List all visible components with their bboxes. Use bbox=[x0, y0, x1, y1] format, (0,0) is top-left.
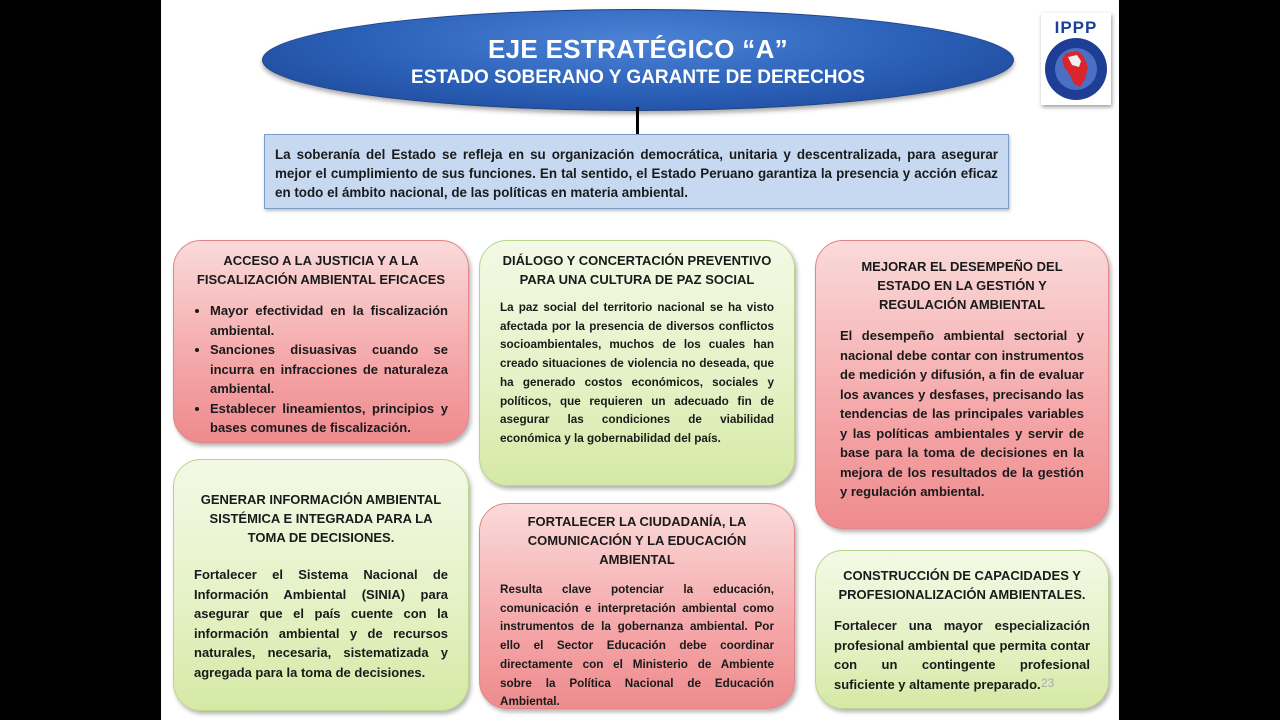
card-justicia-title: ACCESO A LA JUSTICIA Y A LA FISCALIZACIÓN AMBIENTAL EFICACES bbox=[196, 253, 446, 287]
card-desempeno-title: MEJORAR EL DESEMPEÑO DEL ESTADO EN LA GESTIÓN Y REGULACIÓN AMBIENTAL bbox=[861, 259, 1063, 312]
card-ciudadania-body: Resulta clave potenciar la educación, comunicación e interpretación ambiental como instrumentos de la gobernanza ambiental. Por ello el Sector Educación debe coordinar directamente con el Ministerio de Ambiente sobre la Política Nacional de Educación Ambiental. bbox=[500, 583, 774, 709]
card-capacidades-title: CONSTRUCCIÓN DE CAPACIDADES Y PROFESIONALIZACIÓN AMBIENTALES. bbox=[838, 568, 1086, 602]
connector-line bbox=[636, 107, 639, 134]
card-desempeno bbox=[815, 240, 1109, 529]
card-informacion-title: GENERAR INFORMACIÓN AMBIENTAL SISTÉMICA E INTEGRADA PARA LA TOMA DE DECISIONES. bbox=[200, 492, 442, 545]
card-dialogo-body: La paz social del territorio nacional se ha visto afectada por la presencia de diversos conflictos socioambientales, muchos de los cuales han creado situaciones de violencia no deseada, que ha generado costos económicos, sociales y políticos, que requieren un adecuado fin de asegurar las condiciones de viabilidad económica y la gobernabilidad del país. bbox=[500, 301, 774, 445]
card-dialogo-title: DIÁLOGO Y CONCERTACIÓN PREVENTIVO PARA UNA CULTURA DE PAZ SOCIAL bbox=[502, 253, 772, 287]
card-justicia-bullets bbox=[194, 301, 448, 438]
card-ciudadania bbox=[479, 503, 795, 709]
card-desempeno-body: El desempeño ambiental sectorial y nacional debe contar con instrumentos de medición y difusión, a fin de evaluar los avances y desfases, precisando las tendencias de las principales variables y las políticas ambientales y servir de base para la toma de decisiones en la mejora de los resultados de la gestión y regulación ambiental. bbox=[840, 328, 1084, 499]
header-ellipse bbox=[262, 9, 1014, 111]
card-informacion bbox=[173, 459, 469, 711]
intro-box: La soberanía del Estado se refleja en su organización democrática, unitaria y descentralizada, para asegurar mejor el cumplimiento de sus funciones. En tal sentido, el Estado Peruano garantiza la presencia y acción eficaz en todo el ámbito nacional, de las políticas en materia ambiental. bbox=[264, 134, 1009, 209]
card-dialogo bbox=[479, 240, 795, 486]
card-ciudadania-title: FORTALECER LA CIUDADANÍA, LA COMUNICACIÓN Y LA EDUCACIÓN AMBIENTAL bbox=[527, 514, 747, 567]
ippp-logo bbox=[1041, 13, 1111, 105]
card-informacion-body: Fortalecer el Sistema Nacional de Información Ambiental (SINIA) para asegurar que el país cuente con la información ambiental y de recursos naturales, necesaria, sistematizada y agregada para la toma de decisiones. bbox=[194, 567, 448, 680]
page-number: 23 bbox=[1041, 676, 1055, 690]
card-justicia bbox=[173, 240, 469, 443]
card-capacidades-body: Fortalecer una mayor especialización profesional ambiental que permita contar con un contingente profesional suficiente y altamente preparado. bbox=[834, 618, 1090, 692]
page-title: EJE ESTRATÉGICO “A” bbox=[488, 34, 788, 64]
list-item: • Sanciones disuasivas cuando se incurra en infracciones de naturaleza ambiental. bbox=[210, 340, 448, 399]
page-subtitle: ESTADO SOBERANO Y GARANTE DE DERECHOS bbox=[411, 67, 865, 88]
logo-text: IPPP bbox=[1054, 18, 1098, 37]
peru-map-icon bbox=[1044, 37, 1108, 101]
list-item: • Establecer lineamientos, principios y bases comunes de fiscalización. bbox=[210, 399, 448, 438]
card-capacidades bbox=[815, 550, 1109, 709]
list-item: • Mayor efectividad en la fiscalización ambiental. bbox=[210, 301, 448, 340]
slide bbox=[161, 0, 1119, 720]
